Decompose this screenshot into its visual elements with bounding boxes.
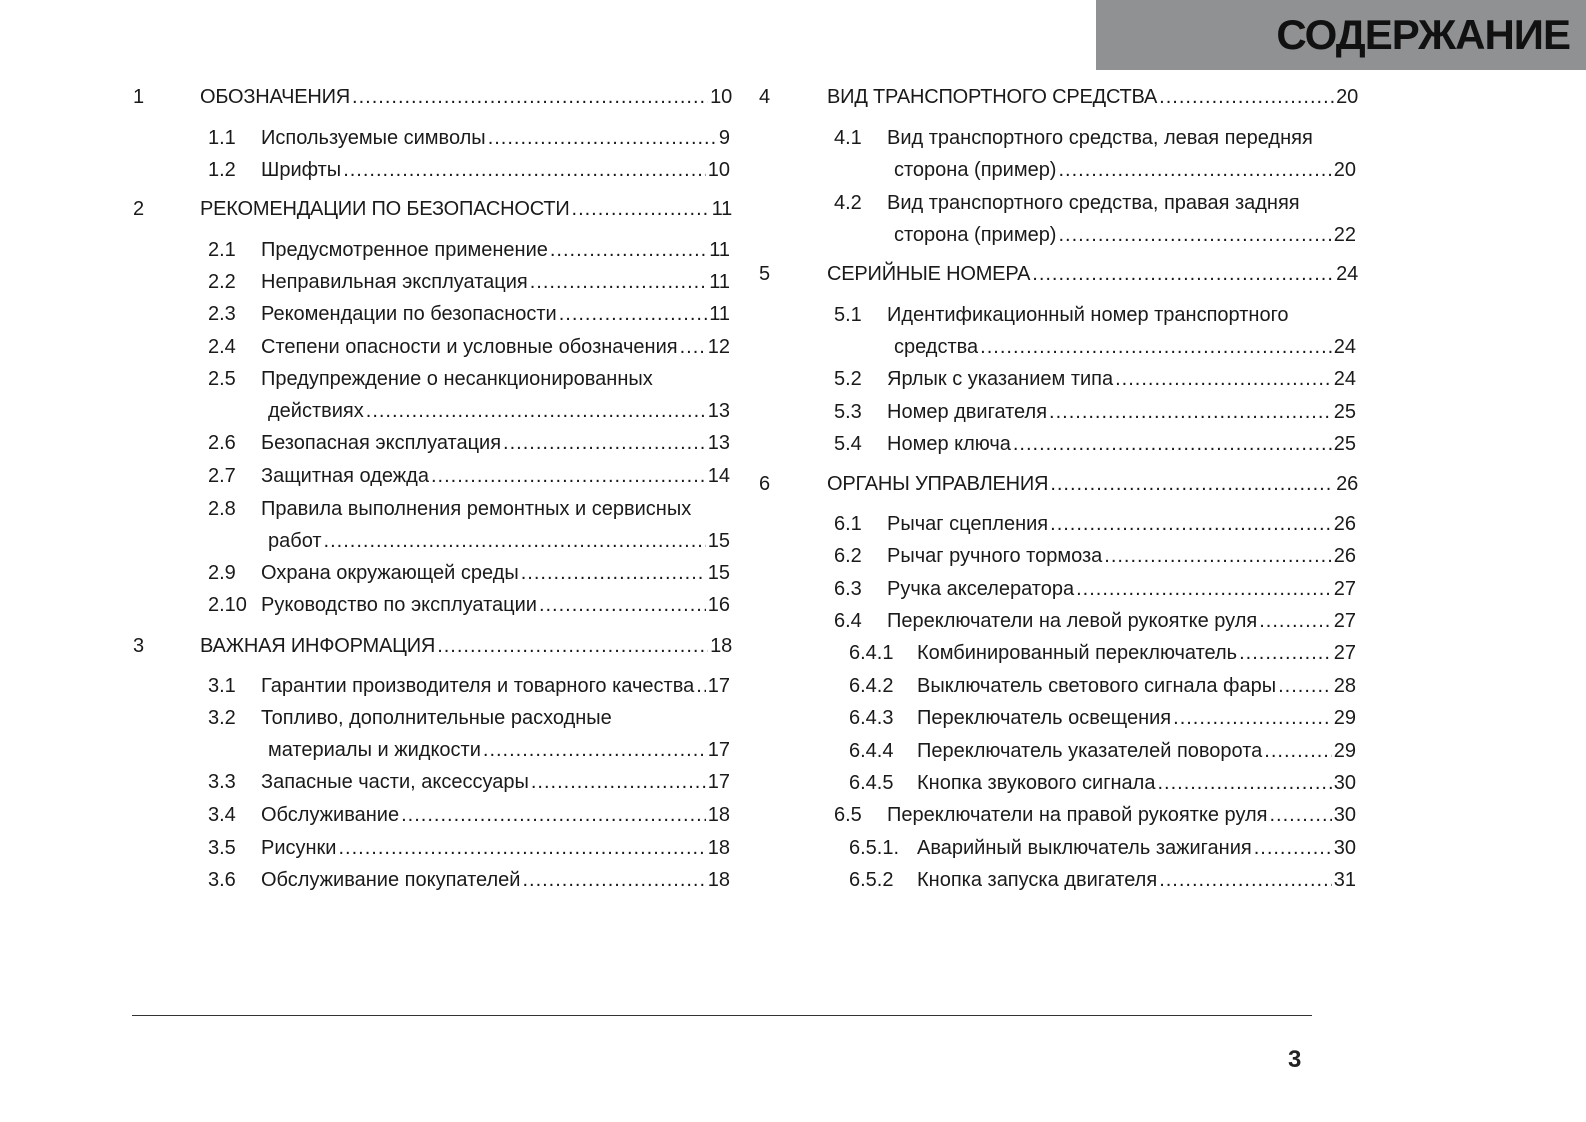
toc-entry-title: ОРГАНЫ УПРАВЛЕНИЯ: [827, 473, 1049, 495]
leader-dots: [1049, 399, 1332, 425]
toc-entry-number: 6.4.2: [849, 675, 894, 697]
toc-entry-page: 15: [707, 530, 730, 552]
toc-chapter[interactable]: [827, 84, 1358, 110]
toc-entry-number: 6.1: [834, 513, 862, 535]
toc-entry-number: 2.7: [208, 465, 236, 487]
leader-dots: [483, 737, 706, 763]
toc-entry-number: 4: [759, 86, 771, 108]
toc-entry-title[interactable]: Вид транспортного средства, левая передняя: [887, 127, 1313, 149]
toc-entry-number: 3.1: [208, 675, 236, 697]
toc-entry-title: Рисунки: [261, 837, 337, 859]
toc-entry[interactable]: [887, 431, 1356, 457]
toc-entry-page: 11: [709, 271, 730, 293]
leader-dots: [1159, 867, 1332, 893]
toc-entry[interactable]: [887, 802, 1356, 828]
toc-entry[interactable]: [887, 399, 1356, 425]
toc-entry-number: 6.5: [834, 804, 862, 826]
toc-entry-title: Рекомендации по безопасности: [261, 303, 557, 325]
toc-entry-number: 6.4.1: [849, 642, 894, 664]
toc-entry-page: 30: [1333, 772, 1356, 794]
toc-entry-title-continued: материалы и жидкости: [268, 739, 481, 761]
leader-dots: [1050, 511, 1332, 537]
toc-entry-page: 15: [707, 562, 730, 584]
toc-entry-number: 3.4: [208, 804, 236, 826]
toc-entry-title: Номер двигателя: [887, 401, 1048, 423]
toc-entry-page: 26: [1333, 545, 1356, 567]
toc-entry-title: Степени опасности и условные обозначения: [261, 336, 678, 358]
toc-entry-page: 20: [1333, 159, 1356, 181]
leader-dots: [1270, 802, 1332, 828]
leader-dots: [503, 430, 706, 456]
toc-entry-title: Охрана окружающей среды: [261, 562, 519, 584]
toc-entry-title: Переключатели на правой рукоятке руля: [887, 804, 1268, 826]
leader-dots: [343, 157, 706, 183]
toc-entry[interactable]: [261, 560, 730, 586]
leader-dots: [1278, 673, 1332, 699]
toc-entry[interactable]: [261, 269, 730, 295]
toc-entry-number: 6: [759, 473, 771, 495]
toc-entry[interactable]: [261, 334, 730, 360]
toc-entry-number: 3.6: [208, 869, 236, 891]
toc-entry-title: Кнопка звукового сигнала: [917, 772, 1156, 794]
toc-entry[interactable]: [894, 222, 1356, 248]
toc-entry[interactable]: [917, 640, 1356, 666]
toc-entry[interactable]: [261, 463, 730, 489]
toc-entry-page: 18: [707, 837, 730, 859]
leader-dots: [559, 301, 708, 327]
toc-entry-number: 6.4.5: [849, 772, 894, 794]
toc-entry-title: ВИД ТРАНСПОРТНОГО СРЕДСТВА: [827, 86, 1158, 108]
leader-dots: [1157, 770, 1331, 796]
toc-entry-page: 29: [1333, 740, 1356, 762]
toc-entry[interactable]: [261, 157, 730, 183]
leader-dots: [488, 125, 717, 151]
toc-entry-number: 4.1: [834, 127, 862, 149]
toc-entry-page: 16: [707, 594, 730, 616]
toc-entry-title: Рычаг ручного тормоза: [887, 545, 1103, 567]
toc-entry-title: Безопасная эксплуатация: [261, 432, 502, 454]
leader-dots: [522, 867, 705, 893]
toc-chapter[interactable]: [200, 84, 732, 110]
toc-entry-title: ВАЖНАЯ ИНФОРМАЦИЯ: [200, 635, 436, 657]
toc-entry[interactable]: [887, 366, 1356, 392]
toc-entry-number: 5.1: [834, 304, 862, 326]
toc-entry-page: 11: [709, 303, 730, 325]
toc-entry-number: 5.4: [834, 433, 862, 455]
toc-entry-page: 24: [1333, 336, 1356, 358]
toc-entry[interactable]: [261, 592, 730, 618]
toc-entry[interactable]: [894, 157, 1356, 183]
leader-dots: [1058, 222, 1331, 248]
toc-entry-title-continued: средства: [894, 336, 979, 358]
toc-entry-page: 30: [1333, 837, 1356, 859]
toc-entry-number: 1.2: [208, 159, 236, 181]
header-bar: [1096, 0, 1586, 70]
toc-entry-title-continued: работ: [268, 530, 322, 552]
leader-dots: [1076, 576, 1332, 602]
toc-entry[interactable]: [261, 769, 730, 795]
toc-entry-page: 20: [1336, 86, 1358, 108]
leader-dots: [1259, 608, 1332, 634]
toc-entry-title: Рычаг сцепления: [887, 513, 1049, 535]
leader-dots: [539, 592, 706, 618]
toc-entry-title: Предусмотренное применение: [261, 239, 548, 261]
leader-dots: [324, 528, 706, 554]
toc-entry-page: 12: [707, 336, 730, 358]
toc-entry-number: 3.3: [208, 771, 236, 793]
toc-entry[interactable]: [261, 125, 730, 151]
toc-entry-page: 27: [1333, 642, 1356, 664]
toc-entry[interactable]: [917, 770, 1356, 796]
toc-entry-page: 14: [707, 465, 730, 487]
toc-entry-number: 3.5: [208, 837, 236, 859]
toc-entry-title[interactable]: Вид транспортного средства, правая задняя: [887, 192, 1300, 214]
leader-dots: [1115, 366, 1332, 392]
toc-entry-number: 6.3: [834, 578, 862, 600]
toc-entry-page: 27: [1333, 578, 1356, 600]
toc-entry-title: Неправильная эксплуатация: [261, 271, 528, 293]
toc-entry-page: 11: [709, 239, 730, 261]
toc-entry-title: Кнопка запуска двигателя: [917, 869, 1158, 891]
toc-entry-title: Используемые символы: [261, 127, 486, 149]
toc-entry[interactable]: [261, 430, 730, 456]
toc-entry-title: Выключатель светового сигнала фары: [917, 675, 1277, 697]
toc-entry-number: 2.10: [208, 594, 247, 616]
toc-entry-title: Гарантии производителя и товарного качества: [261, 675, 695, 697]
toc-entry-title: Переключатель указателей поворота: [917, 740, 1263, 762]
toc-entry-page: 9: [718, 127, 730, 149]
toc-entry-title: Переключатель освещения: [917, 707, 1172, 729]
leader-dots: [1173, 705, 1332, 731]
toc-entry-title: Обслуживание покупателей: [261, 869, 521, 891]
toc-entry-page: 17: [707, 675, 730, 697]
toc-entry-number: 2.2: [208, 271, 236, 293]
toc-entry-page: 18: [707, 804, 730, 826]
page-title: СОДЕРЖАНИЕ: [1276, 11, 1570, 58]
toc-entry-number: 1: [133, 86, 145, 108]
toc-entry-title[interactable]: Правила выполнения ремонтных и сервисных: [261, 498, 692, 520]
toc-entry-page: 24: [1333, 368, 1356, 390]
toc-entry-number: 6.4.4: [849, 740, 894, 762]
toc-entry-title: Переключатели на левой рукоятке руля: [887, 610, 1258, 632]
toc-entry-number: 1.1: [208, 127, 236, 149]
toc-entry-title: Запасные части, аксессуары: [261, 771, 529, 793]
toc-entry[interactable]: [261, 867, 730, 893]
toc-entry[interactable]: [261, 835, 730, 861]
leader-dots: [1032, 261, 1334, 287]
toc-chapter[interactable]: [827, 261, 1358, 287]
leader-dots: [680, 334, 706, 360]
toc-entry[interactable]: [268, 398, 730, 424]
toc-entry[interactable]: [917, 673, 1356, 699]
toc-entry-title: Ярлык с указанием типа: [887, 368, 1114, 390]
toc-entry-page: 31: [1333, 869, 1356, 891]
leader-dots: [1159, 84, 1334, 110]
toc-entry-page: 24: [1336, 263, 1358, 285]
toc-entry-page: 29: [1333, 707, 1356, 729]
toc-entry-number: 3.2: [208, 707, 236, 729]
toc-entry-title: Номер ключа: [887, 433, 1011, 455]
leader-dots: [521, 560, 706, 586]
toc-entry[interactable]: [887, 511, 1356, 537]
toc-entry-number: 5: [759, 263, 771, 285]
leader-dots: [980, 334, 1332, 360]
toc-entry-title: СЕРИЙНЫЕ НОМЕРА: [827, 263, 1031, 285]
toc-entry-title: Ручка акселератора: [887, 578, 1075, 600]
leader-dots: [1013, 431, 1332, 457]
toc-entry-number: 2.4: [208, 336, 236, 358]
toc-entry-page: 17: [707, 739, 730, 761]
toc-entry-page: 26: [1333, 513, 1356, 535]
toc-entry-title-continued: действиях: [268, 400, 364, 422]
toc-entry-page: 13: [707, 432, 730, 454]
toc-entry-page: 26: [1336, 473, 1358, 495]
toc-entry[interactable]: [917, 835, 1356, 861]
toc-entry[interactable]: [261, 237, 730, 263]
toc-entry-number: 5.2: [834, 368, 862, 390]
toc-entry-number: 2.5: [208, 368, 236, 390]
toc-entry[interactable]: [917, 738, 1356, 764]
leader-dots: [366, 398, 706, 424]
toc-entry[interactable]: [887, 608, 1356, 634]
toc-entry-number: 2: [133, 198, 145, 220]
leader-dots: [352, 84, 708, 110]
toc-entry[interactable]: [261, 673, 730, 699]
toc-entry-title: Комбинированный переключатель: [917, 642, 1238, 664]
toc-chapter[interactable]: [200, 196, 732, 222]
toc-entry-title: Защитная одежда: [261, 465, 429, 487]
toc-entry-number: 3: [133, 635, 145, 657]
toc-entry-title: РЕКОМЕНДАЦИИ ПО БЕЗОПАСНОСТИ: [200, 198, 570, 220]
toc-entry-title: Шрифты: [261, 159, 342, 181]
toc-entry-number: 2.6: [208, 432, 236, 454]
leader-dots: [431, 463, 706, 489]
toc-entry[interactable]: [268, 737, 730, 763]
toc-entry-number: 2.1: [208, 239, 236, 261]
toc-entry-number: 6.2: [834, 545, 862, 567]
toc-entry[interactable]: [917, 705, 1356, 731]
toc-entry-page: 18: [710, 635, 732, 657]
leader-dots: [1254, 835, 1332, 861]
toc-entry-title[interactable]: Идентификационный номер транспортного: [887, 304, 1289, 326]
toc-entry[interactable]: [887, 543, 1356, 569]
toc-entry-number: 2.3: [208, 303, 236, 325]
page-number: 3: [1288, 1046, 1302, 1073]
toc-entry-page: 27: [1333, 610, 1356, 632]
leader-dots: [530, 269, 707, 295]
leader-dots: [1104, 543, 1331, 569]
toc-entry-number: 6.4: [834, 610, 862, 632]
toc-entry-page: 11: [711, 198, 732, 220]
toc-entry-title-continued: сторона (пример): [894, 159, 1057, 181]
toc-entry-page: 25: [1333, 401, 1356, 423]
toc-entry-title: ОБОЗНАЧЕНИЯ: [200, 86, 351, 108]
leader-dots: [550, 237, 707, 263]
toc-entry-title[interactable]: Топливо, дополнительные расходные: [261, 707, 612, 729]
toc-entry[interactable]: [268, 528, 730, 554]
leader-dots: [1239, 640, 1332, 666]
toc-entry-page: 13: [707, 400, 730, 422]
leader-dots: [1264, 738, 1331, 764]
toc-entry-page: 28: [1333, 675, 1356, 697]
leader-dots: [338, 835, 705, 861]
toc-entry-page: 10: [710, 86, 732, 108]
leader-dots: [437, 633, 708, 659]
toc-entry-title: Обслуживание: [261, 804, 400, 826]
leader-dots: [1058, 157, 1331, 183]
toc-entry-number: 2.9: [208, 562, 236, 584]
toc-chapter[interactable]: [827, 471, 1358, 497]
toc-entry-title: Руководство по эксплуатации: [261, 594, 537, 616]
leader-dots: [572, 196, 710, 222]
toc-entry-number: 6.4.3: [849, 707, 894, 729]
footer-divider: [132, 1015, 1312, 1016]
leader-dots: [1050, 471, 1334, 497]
toc-entry-page: 10: [707, 159, 730, 181]
toc-chapter[interactable]: [200, 633, 732, 659]
toc-entry-number: 4.2: [834, 192, 862, 214]
toc-entry-number: 6.5.1.: [849, 837, 900, 859]
toc-entry[interactable]: [917, 867, 1356, 893]
toc-entry[interactable]: [894, 334, 1356, 360]
toc-entry-page: 22: [1333, 224, 1356, 246]
toc-entry-page: 30: [1333, 804, 1356, 826]
toc-entry-page: 17: [707, 771, 730, 793]
toc-entry-title[interactable]: Предупреждение о несанкционированных: [261, 368, 653, 390]
toc-entry-title-continued: сторона (пример): [894, 224, 1057, 246]
toc-entry-number: 6.5.2: [849, 869, 894, 891]
toc-entry-page: 25: [1333, 433, 1356, 455]
toc-entry[interactable]: [887, 576, 1356, 602]
leader-dots: [531, 769, 706, 795]
leader-dots: [696, 673, 706, 699]
leader-dots: [401, 802, 706, 828]
toc-entry-title: Аварийный выключатель зажигания: [917, 837, 1252, 859]
toc-entry-number: 2.8: [208, 498, 236, 520]
toc-entry[interactable]: [261, 802, 730, 828]
toc-entry[interactable]: [261, 301, 730, 327]
toc-entry-number: 5.3: [834, 401, 862, 423]
toc-entry-page: 18: [707, 869, 730, 891]
